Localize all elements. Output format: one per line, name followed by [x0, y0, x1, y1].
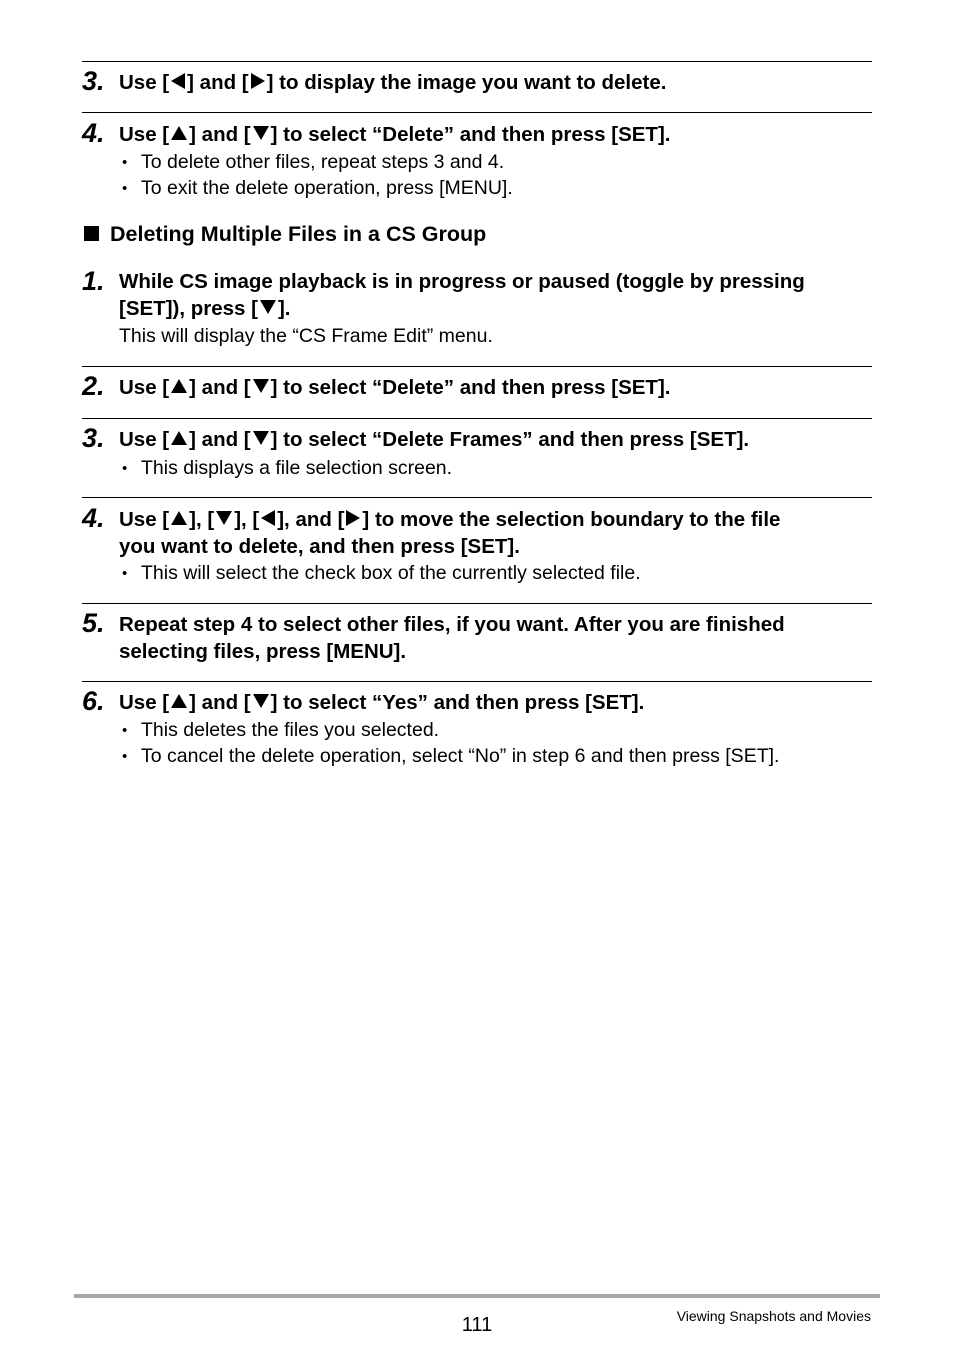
- step-title: Use [ ] and [ ] to display the image you want to delete.: [119, 71, 667, 94]
- left-arrow-icon: [261, 510, 275, 526]
- step-title: Use [ ] and [ ] to select “Delete” and then press [SET].: [119, 376, 671, 399]
- step-title: Use [ ] and [ ] to select “Delete” and then press [SET].: [119, 123, 671, 146]
- bullet-item: • This displays a file selection screen.: [122, 456, 452, 482]
- step-bullets: [122, 561, 641, 587]
- right-arrow-icon: [251, 73, 265, 89]
- step-4-move-selection: [82, 497, 872, 604]
- up-arrow-icon: [171, 431, 187, 445]
- down-arrow-icon: [253, 431, 269, 445]
- step-number: 4.: [82, 118, 105, 148]
- step-2-select-delete: [82, 366, 872, 419]
- right-arrow-icon: [346, 510, 360, 526]
- step-4-select-delete: [82, 112, 872, 209]
- step-number: 2.: [82, 371, 105, 401]
- step-3-select-delete-frames: [82, 418, 872, 498]
- up-arrow-icon: [171, 379, 187, 393]
- footer-rule: [74, 1294, 880, 1298]
- step-bullets: [122, 718, 779, 769]
- bullet-item: • This deletes the files you selected.: [122, 718, 779, 744]
- step-5-repeat-selection: [82, 603, 872, 682]
- bullet-item: • To cancel the delete operation, select “No” in step 6 and then press [SET].: [122, 744, 779, 770]
- filled-square-icon: [84, 226, 99, 241]
- step-number: 3.: [82, 423, 105, 453]
- down-arrow-icon: [260, 300, 276, 314]
- page-number: 111: [461, 1314, 493, 1336]
- step-number: 3.: [82, 66, 105, 96]
- step-6-confirm-yes: [82, 681, 872, 782]
- step-title: While CS image playback is in progress or paused (toggle by pressing [SET]), press [ ].: [119, 270, 805, 320]
- up-arrow-icon: [171, 694, 187, 708]
- step-title: Repeat step 4 to select other files, if you want. After you are finished selecting files, press [MENU].: [119, 613, 785, 663]
- step-title: Use [ ], [ ], [ ], and [ ] to move the selection boundary to the file you want to delete, and then press [SET].: [119, 508, 781, 558]
- bullet-item: • To exit the delete operation, press [MENU].: [122, 176, 513, 202]
- down-arrow-icon: [253, 694, 269, 708]
- up-arrow-icon: [171, 126, 187, 140]
- step-number: 5.: [82, 608, 105, 638]
- down-arrow-icon: [216, 511, 232, 525]
- step-1-start-playback: [82, 262, 872, 362]
- step-note: This will display the “CS Frame Edit” menu.: [119, 325, 493, 347]
- section-heading: Deleting Multiple Files in a CS Group: [84, 220, 486, 248]
- up-arrow-icon: [171, 511, 187, 525]
- bullet-item: • This will select the check box of the currently selected file.: [122, 561, 641, 587]
- step-bullets: [122, 150, 513, 201]
- left-arrow-icon: [171, 73, 185, 89]
- down-arrow-icon: [253, 126, 269, 140]
- step-title: Use [ ] and [ ] to select “Yes” and then press [SET].: [119, 691, 645, 714]
- bullet-item: • To delete other files, repeat steps 3 and 4.: [122, 150, 513, 176]
- step-number: 4.: [82, 503, 105, 533]
- step-number: 6.: [82, 686, 105, 716]
- step-bullets: [122, 456, 452, 482]
- step-3-delete-image: [82, 61, 872, 114]
- down-arrow-icon: [253, 379, 269, 393]
- step-title: Use [ ] and [ ] to select “Delete Frames” and then press [SET].: [119, 428, 750, 451]
- chapter-title: Viewing Snapshots and Movies: [676, 1308, 871, 1324]
- step-number: 1.: [82, 266, 105, 296]
